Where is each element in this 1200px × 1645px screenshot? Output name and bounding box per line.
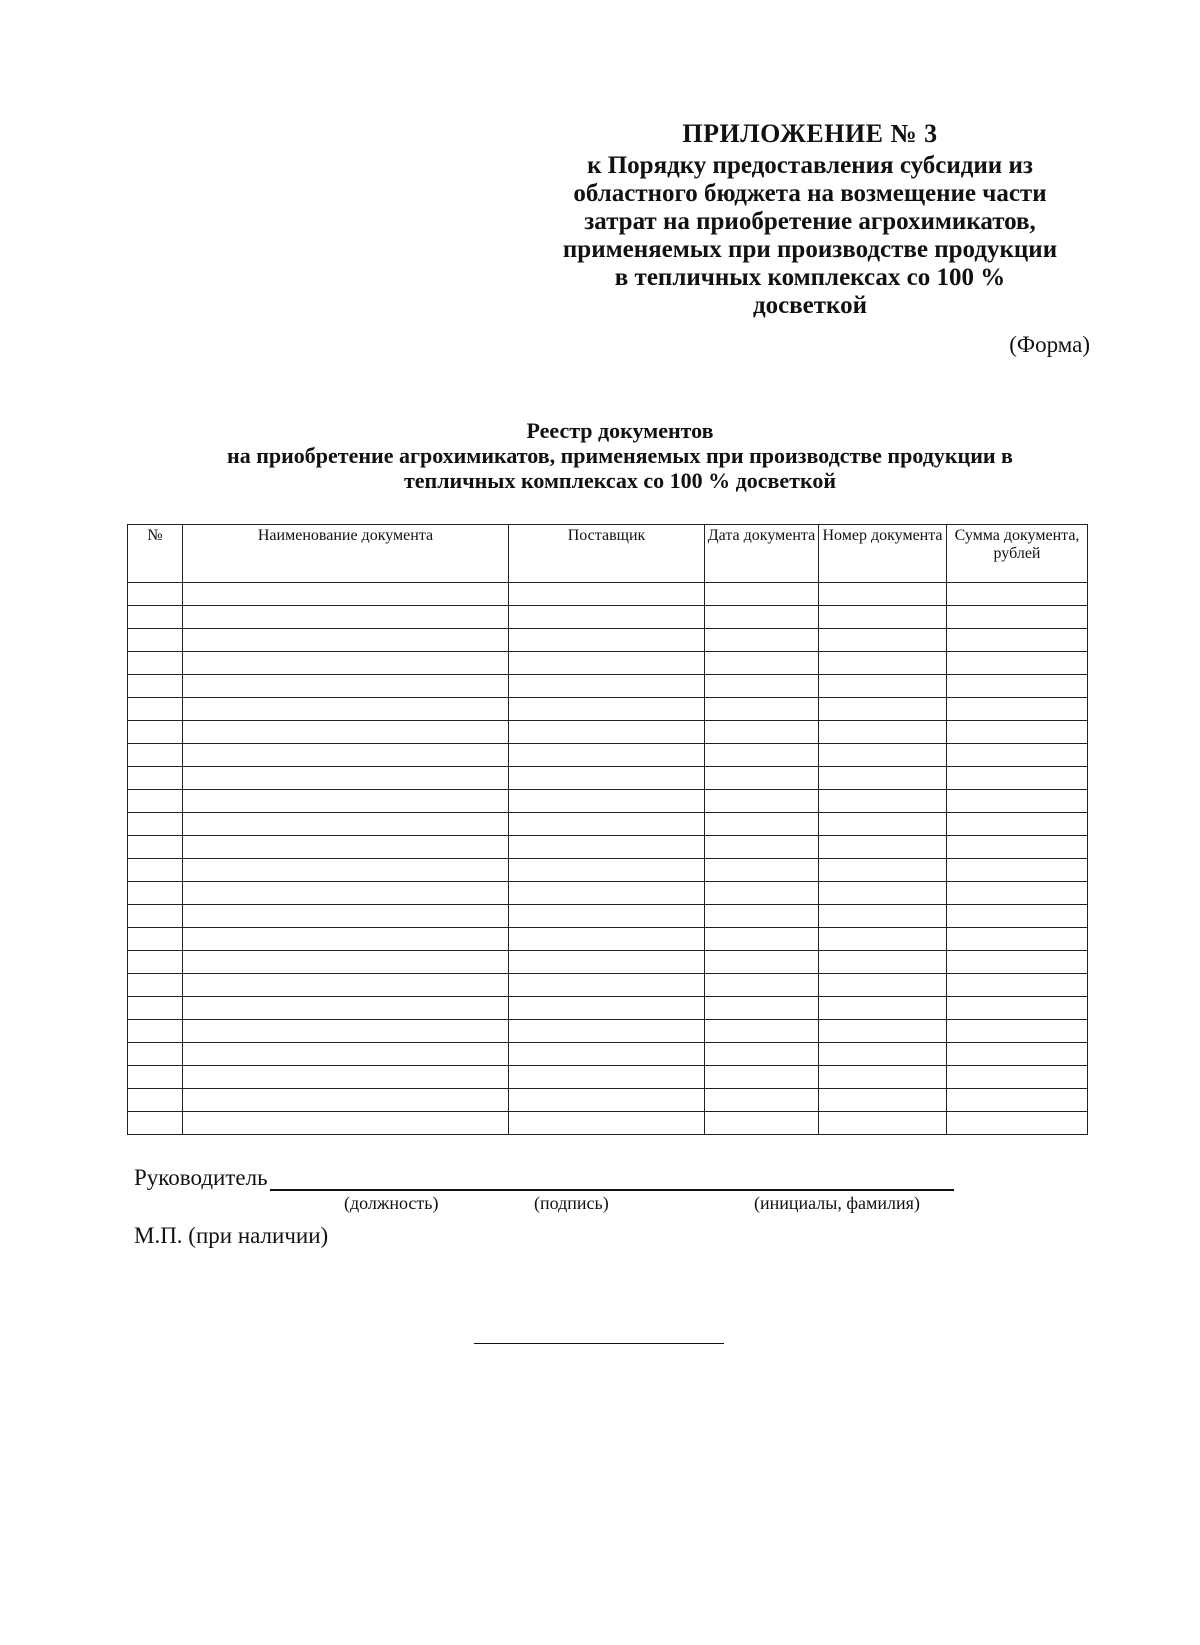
signature-line: [270, 1167, 954, 1191]
table-cell: [819, 675, 947, 698]
table-cell: [947, 813, 1088, 836]
table-cell: [947, 974, 1088, 997]
table-cell: [705, 1020, 819, 1043]
table-row: [128, 652, 1088, 675]
header-document-number: Номер документа: [819, 525, 947, 583]
table-cell: [128, 675, 183, 698]
appendix-title: ПРИЛОЖЕНИЕ № 3: [682, 119, 938, 148]
table-cell: [183, 1066, 509, 1089]
table-cell: [183, 859, 509, 882]
table-cell: [705, 951, 819, 974]
table-cell: [947, 767, 1088, 790]
table-cell: [947, 652, 1088, 675]
table-cell: [509, 813, 705, 836]
registry-title-line: Реестр документов: [526, 418, 714, 443]
table-cell: [705, 813, 819, 836]
appendix-line: областного бюджета на возмещение части: [573, 180, 1047, 207]
table-cell: [947, 836, 1088, 859]
appendix-header: [530, 120, 1090, 320]
table-cell: [128, 997, 183, 1020]
table-cell: [183, 974, 509, 997]
form-label: (Форма): [1009, 332, 1090, 357]
table-cell: [947, 698, 1088, 721]
table-cell: [819, 882, 947, 905]
table-cell: [183, 1112, 509, 1135]
table-cell: [947, 744, 1088, 767]
table-row: [128, 997, 1088, 1020]
table-cell: [509, 767, 705, 790]
table-cell: [509, 928, 705, 951]
table-cell: [183, 606, 509, 629]
appendix-line: применяемых при производстве продукции: [562, 236, 1058, 263]
table-cell: [128, 1089, 183, 1112]
table-cell: [509, 859, 705, 882]
table-cell: [183, 836, 509, 859]
table-cell: [183, 652, 509, 675]
table-row: [128, 629, 1088, 652]
table-row: [128, 813, 1088, 836]
table-cell: [509, 974, 705, 997]
table-cell: [128, 721, 183, 744]
table-cell: [705, 905, 819, 928]
table-cell: [128, 744, 183, 767]
table-cell: [509, 675, 705, 698]
table-row: [128, 721, 1088, 744]
table-row: [128, 1066, 1088, 1089]
table-row: [128, 928, 1088, 951]
table-cell: [128, 813, 183, 836]
table-cell: [705, 1066, 819, 1089]
table-cell: [947, 675, 1088, 698]
table-row: [128, 744, 1088, 767]
registry-table: [127, 524, 1088, 1135]
table-cell: [183, 882, 509, 905]
bottom-rule: [474, 1343, 724, 1344]
table-cell: [705, 882, 819, 905]
table-cell: [128, 629, 183, 652]
table-cell: [819, 1112, 947, 1135]
table-cell: [509, 606, 705, 629]
table-cell: [819, 951, 947, 974]
table-cell: [509, 1112, 705, 1135]
table-cell: [819, 652, 947, 675]
table-cell: [128, 698, 183, 721]
table-cell: [819, 1089, 947, 1112]
table-cell: [819, 997, 947, 1020]
table-cell: [509, 836, 705, 859]
table-cell: [947, 905, 1088, 928]
signature-captions: [134, 1191, 954, 1217]
table-row: [128, 675, 1088, 698]
table-cell: [947, 790, 1088, 813]
table-cell: [509, 629, 705, 652]
header-document-name: Наименование документа: [183, 525, 509, 583]
table-cell: [705, 1112, 819, 1135]
table-cell: [705, 583, 819, 606]
table-cell: [947, 606, 1088, 629]
table-row: [128, 836, 1088, 859]
table-row: [128, 1089, 1088, 1112]
registry-title-line: тепличных комплексах со 100 % досветкой: [403, 468, 837, 493]
table-cell: [128, 652, 183, 675]
table-cell: [183, 744, 509, 767]
header-document-sum: Сумма документа, рублей: [947, 525, 1088, 583]
table-cell: [705, 652, 819, 675]
signature-row: [134, 1165, 954, 1191]
table-row: [128, 951, 1088, 974]
signature-block: [134, 1165, 954, 1249]
table-cell: [183, 951, 509, 974]
table-cell: [705, 1043, 819, 1066]
table-row: [128, 859, 1088, 882]
table-cell: [183, 629, 509, 652]
table-cell: [819, 974, 947, 997]
table-cell: [128, 836, 183, 859]
header-supplier: Поставщик: [509, 525, 705, 583]
table-cell: [705, 790, 819, 813]
stamp-label: М.П. (при наличии): [134, 1223, 329, 1248]
table-cell: [509, 1066, 705, 1089]
table-cell: [819, 629, 947, 652]
table-cell: [705, 675, 819, 698]
table-cell: [183, 790, 509, 813]
registry-title: [140, 418, 1100, 493]
table-cell: [509, 744, 705, 767]
table-cell: [509, 790, 705, 813]
table-cell: [128, 606, 183, 629]
table-cell: [509, 721, 705, 744]
table-cell: [509, 1043, 705, 1066]
table-cell: [509, 698, 705, 721]
table-cell: [509, 583, 705, 606]
appendix-line: досветкой: [752, 292, 868, 319]
table-row: [128, 905, 1088, 928]
caption-initials: (инициалы, фамилия): [754, 1193, 920, 1213]
table-cell: [947, 1043, 1088, 1066]
header-document-date: Дата документа: [705, 525, 819, 583]
table-cell: [819, 790, 947, 813]
table-body: [128, 583, 1088, 1135]
table-cell: [509, 997, 705, 1020]
table-cell: [819, 1043, 947, 1066]
table-cell: [819, 1066, 947, 1089]
table-cell: [183, 583, 509, 606]
table-cell: [947, 997, 1088, 1020]
table-cell: [705, 721, 819, 744]
table-cell: [819, 1020, 947, 1043]
table-cell: [183, 1020, 509, 1043]
table-cell: [128, 767, 183, 790]
table-cell: [947, 721, 1088, 744]
table-cell: [183, 1043, 509, 1066]
table-cell: [705, 1089, 819, 1112]
table-cell: [183, 721, 509, 744]
table-cell: [183, 928, 509, 951]
table-header-row: [128, 525, 1088, 583]
table-cell: [947, 951, 1088, 974]
caption-signature: (подпись): [534, 1193, 609, 1213]
table-cell: [509, 1089, 705, 1112]
table-cell: [509, 905, 705, 928]
table-cell: [819, 905, 947, 928]
table-cell: [509, 652, 705, 675]
table-cell: [128, 583, 183, 606]
table-row: [128, 767, 1088, 790]
table-cell: [947, 583, 1088, 606]
table-row: [128, 583, 1088, 606]
table-cell: [183, 997, 509, 1020]
table-row: [128, 1043, 1088, 1066]
table-row: [128, 882, 1088, 905]
table-cell: [705, 767, 819, 790]
table-cell: [509, 1020, 705, 1043]
table-cell: [819, 813, 947, 836]
table-cell: [128, 928, 183, 951]
table-cell: [947, 1089, 1088, 1112]
registry-title-line: на приобретение агрохимикатов, применяемых при производстве продукции в: [227, 443, 1013, 468]
table-cell: [183, 905, 509, 928]
header-number: №: [128, 525, 183, 583]
table-cell: [947, 1020, 1088, 1043]
table-cell: [183, 698, 509, 721]
appendix-line: к Порядку предоставления субсидии из: [587, 152, 1033, 179]
table-cell: [947, 629, 1088, 652]
table-cell: [819, 583, 947, 606]
table-cell: [705, 698, 819, 721]
table-cell: [819, 928, 947, 951]
table-row: [128, 606, 1088, 629]
table-cell: [819, 698, 947, 721]
table-cell: [947, 882, 1088, 905]
table-row: [128, 1112, 1088, 1135]
caption-position: (должность): [344, 1193, 439, 1213]
table-cell: [128, 1066, 183, 1089]
table-cell: [183, 813, 509, 836]
table-row: [128, 1020, 1088, 1043]
table-cell: [128, 1043, 183, 1066]
table-cell: [705, 928, 819, 951]
table-cell: [819, 836, 947, 859]
table-row: [128, 698, 1088, 721]
table-cell: [128, 790, 183, 813]
table-cell: [705, 836, 819, 859]
table-cell: [819, 744, 947, 767]
table-cell: [819, 721, 947, 744]
appendix-line: затрат на приобретение агрохимикатов,: [584, 208, 1036, 235]
table-cell: [509, 951, 705, 974]
head-label: Руководитель: [134, 1165, 268, 1190]
table-cell: [128, 951, 183, 974]
appendix-line: в тепличных комплексах со 100 %: [614, 264, 1006, 291]
table-cell: [947, 859, 1088, 882]
table-cell: [705, 629, 819, 652]
table-cell: [705, 744, 819, 767]
table-cell: [128, 1020, 183, 1043]
table-cell: [183, 767, 509, 790]
table-cell: [128, 905, 183, 928]
table-cell: [183, 675, 509, 698]
table-cell: [947, 1066, 1088, 1089]
table-cell: [128, 859, 183, 882]
table-cell: [947, 1112, 1088, 1135]
table-row: [128, 790, 1088, 813]
table-cell: [128, 974, 183, 997]
table-cell: [705, 859, 819, 882]
table-cell: [128, 882, 183, 905]
table-cell: [819, 606, 947, 629]
table-cell: [509, 882, 705, 905]
table-cell: [819, 859, 947, 882]
table-cell: [947, 928, 1088, 951]
table-cell: [819, 767, 947, 790]
table-cell: [705, 997, 819, 1020]
table-cell: [128, 1112, 183, 1135]
table-cell: [705, 606, 819, 629]
table-cell: [705, 974, 819, 997]
table-cell: [183, 1089, 509, 1112]
table-row: [128, 974, 1088, 997]
